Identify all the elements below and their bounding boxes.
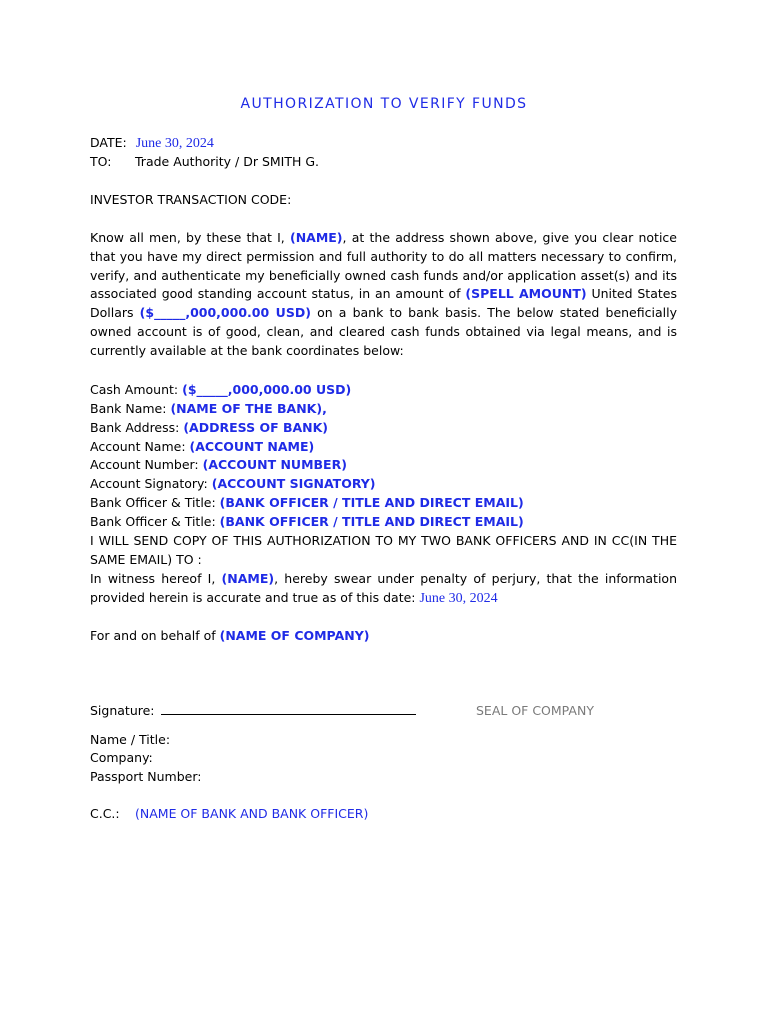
field-suffix: , — [322, 401, 327, 416]
field-label: Account Number: — [90, 457, 203, 472]
intro-paragraph — [90, 229, 677, 361]
field-value: (ACCOUNT NUMBER) — [202, 457, 347, 472]
witness-text: In witness hereof I, — [90, 571, 222, 586]
seal-label: SEAL OF COMPANY — [476, 703, 594, 718]
name-title-label: Name / Title: — [90, 732, 171, 747]
field-value: (BANK OFFICER / TITLE AND DIRECT EMAIL) — [219, 514, 524, 529]
field-label: Account Signatory: — [90, 476, 212, 491]
field-account-signatory — [90, 475, 376, 493]
intro-text: Know all men, by these that I, — [90, 230, 290, 245]
field-cash-amount — [90, 381, 351, 399]
intro-text: , at the address shown above, give you clear notice that you have my direct permission and full authority to do all matters necessary to confirm, verify, and authenticate my beneficially owned cash funds and/or application asset(s) and its associated good standing account status, in an amount of — [90, 230, 677, 302]
cc-line — [90, 805, 368, 823]
transaction-code-label: INVESTOR TRANSACTION CODE: — [90, 192, 292, 207]
to-value: Trade Authority / Dr SMITH G. — [135, 154, 320, 169]
field-value: (BANK OFFICER / TITLE AND DIRECT EMAIL) — [219, 495, 524, 510]
company-label: Company: — [90, 750, 153, 765]
field-label: Bank Officer & Title: — [90, 495, 220, 510]
field-bank-officer-2 — [90, 513, 524, 531]
placeholder-amount: ($_____,000,000.00 USD) — [139, 305, 311, 321]
field-account-name — [90, 438, 314, 456]
placeholder-name: (NAME) — [221, 571, 275, 586]
field-label: Cash Amount: — [90, 382, 183, 397]
placeholder-name: (NAME) — [289, 230, 343, 245]
cc-label: C.C.: — [90, 806, 120, 821]
field-label: Bank Address: — [90, 420, 184, 435]
placeholder-spell-amount: (SPELL AMOUNT) — [465, 286, 587, 302]
passport-label: Passport Number: — [90, 769, 202, 784]
field-bank-address — [90, 419, 328, 437]
placeholder-company: (NAME OF COMPANY) — [219, 628, 370, 643]
date-line — [90, 134, 214, 153]
behalf-label: For and on behalf of — [90, 628, 220, 643]
intro-text: on a bank to bank basis. The below stated beneficially owned account is of good, clean, and cleared cash funds obtained via legal means, and is currently available at the bank coordinates below: — [90, 305, 677, 358]
witness-paragraph — [90, 570, 677, 609]
field-bank-name — [90, 400, 327, 418]
cc-value: (NAME OF BANK AND BANK OFFICER) — [135, 806, 369, 821]
date-value: June 30, 2024 — [135, 136, 214, 151]
signature-label: Signature: — [90, 703, 155, 718]
field-account-number — [90, 456, 347, 474]
field-value: (NAME OF THE BANK) — [170, 401, 323, 416]
field-value: (ADDRESS OF BANK) — [183, 420, 329, 435]
document-title: AUTHORIZATION TO VERIFY FUNDS — [240, 96, 528, 112]
witness-date: June 30, 2024 — [419, 590, 498, 606]
field-label: Account Name: — [90, 439, 190, 454]
field-bank-officer-1 — [90, 494, 524, 512]
copy-notice: I WILL SEND COPY OF THIS AUTHORIZATION TO MY TWO BANK OFFICERS AND IN CC(IN THE SAME EMAIL) TO : — [90, 533, 677, 567]
intro-text: United States Dollars — [90, 286, 677, 321]
field-value: (ACCOUNT NAME) — [189, 439, 315, 454]
field-label: Bank Officer & Title: — [90, 514, 220, 529]
field-value: ($_____,000,000.00 USD) — [182, 382, 352, 397]
signature-field[interactable] — [161, 702, 416, 715]
signature-line — [90, 702, 416, 720]
field-label: Bank Name: — [90, 401, 171, 416]
to-line — [90, 153, 319, 171]
field-value: (ACCOUNT SIGNATORY) — [211, 476, 376, 491]
to-label: TO: — [90, 154, 112, 169]
witness-text: , hereby swear under penalty of perjury, that the information provided herein is accurate and true as of this date: — [90, 571, 677, 605]
date-label: DATE: — [90, 135, 127, 150]
behalf-line — [90, 627, 369, 645]
